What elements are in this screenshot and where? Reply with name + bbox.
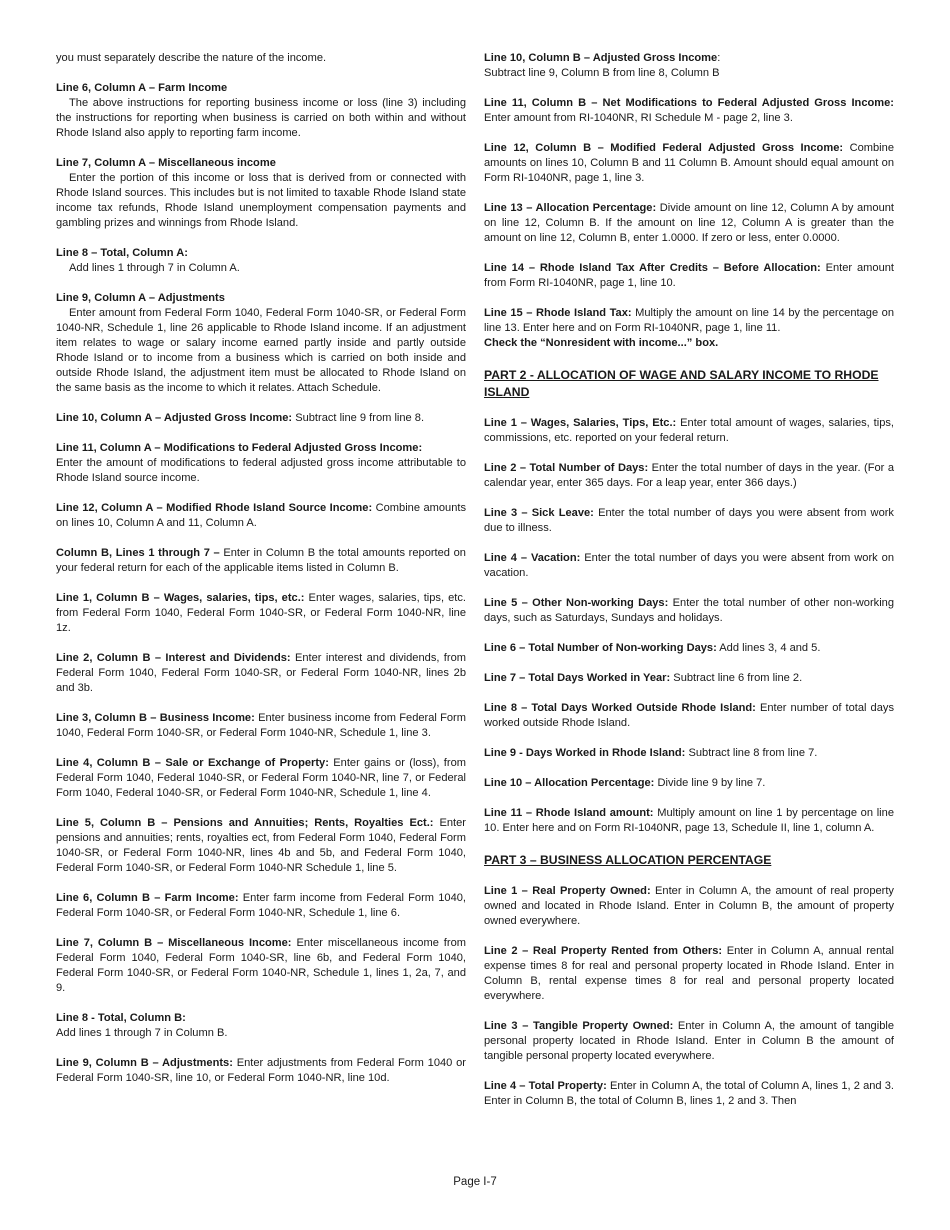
line5b-body: Enter pensions and annuities; rents, royalties ect, from Federal Form 1040, Federal Form 1040-SR, or Federal Form 1040-NR, lines 4b and 5b, and Federal Form 1040, Federal Form 1040-SR, or Federal Form 1040-NR Schedule 1, line 5. [56, 817, 466, 874]
p3-line3-section [484, 1019, 894, 1064]
p3-line3-body: Enter in Column A, the amount of tangible personal property located in Rhode Island. Enter in Column B the amount of tangible personal property located everywhere. [484, 1020, 894, 1062]
part2-heading: PART 2 - ALLOCATION OF WAGE AND SALARY INCOME TO RHODE ISLAND [484, 368, 879, 399]
line7a-title: Line 7, Column A – Miscellaneous income [56, 157, 276, 169]
line9b-title: Line 9, Column B – Adjustments: [56, 1057, 233, 1069]
p2-line6-title: Line 6 – Total Number of Non-working Days: [484, 642, 717, 654]
p2-line7-body: Subtract line 6 from line 2. [673, 672, 803, 684]
line12a-body: Combine amounts on lines 10, Column A and 11, Column A. [56, 502, 466, 529]
line1b-section [56, 591, 466, 636]
line6b-section [56, 891, 466, 921]
line12a-section [56, 501, 466, 531]
line10b-body: Subtract line 9, Column B from line 8, Column B [484, 67, 720, 79]
line13-section [484, 201, 894, 246]
line15-title: Line 15 – Rhode Island Tax: [484, 307, 632, 319]
line10a-body: Subtract line 9 from line 8. [295, 412, 425, 424]
p3-line4-section [484, 1079, 894, 1109]
p2-line5-body: Enter the total number of other non-working days, such as Saturdays, Sundays and holidays. [484, 597, 895, 624]
part3-heading: PART 3 – BUSINESS ALLOCATION PERCENTAGE [484, 853, 772, 867]
line11b-title: Line 11, Column B – Net Modifications to Federal Adjusted Gross Income: [484, 97, 894, 109]
line10a-title: Line 10, Column A – Adjusted Gross Income: [56, 412, 293, 424]
line6b-title: Line 6, Column B – Farm Income: [56, 892, 239, 904]
line3b-section [56, 711, 466, 741]
line10b-title: Line 10, Column B – Adjusted Gross Income [484, 52, 718, 64]
line11b-section [484, 96, 894, 126]
line14-body: Enter amount from Form RI-1040NR, page 1, line 10. [484, 262, 894, 289]
line12a-title: Line 12, Column A – Modified Rhode Island Source Income: [56, 502, 373, 514]
p2-line9-title: Line 9 - Days Worked in Rhode Island: [484, 747, 686, 759]
p2-line4-body: Enter the total number of days you were absent from work on vacation. [484, 552, 894, 579]
line9b-body: Enter adjustments from Federal Form 1040 or Federal Form 1040-SR, line 10, or Federal Form 1040-NR, line 10d. [56, 1057, 466, 1084]
p2-line4-section [484, 551, 894, 581]
line14-section [484, 261, 894, 291]
line6a-title: Line 6, Column A – Farm Income [56, 82, 228, 94]
line8b-title: Line 8 - Total, Column B: [56, 1012, 186, 1024]
line6a-body: The above instructions for reporting business income or loss (line 3) including the instructions for reporting when business is carried on both within and without Rhode Island also apply to reporting farm income. [56, 97, 466, 139]
p3-line1-section [484, 884, 894, 929]
line6b-body: Enter farm income from Federal Form 1040, Federal Form 1040-SR, or Federal Form 1040-NR, Schedule 1, line 6. [56, 892, 467, 919]
line7a-section [56, 156, 466, 231]
left-column [56, 51, 466, 1101]
p3-line1-title: Line 1 – Real Property Owned: [484, 885, 651, 897]
line13-body: Divide amount on line 12, Column A by amount on line 12, Column B. If the amount on line 12, Column A is greater than the amount on line 12, Column B, enter 1.0000. If zero or less, enter 0.0000. [484, 202, 894, 244]
line11a-title: Line 11, Column A – Modifications to Federal Adjusted Gross Income: [56, 442, 423, 454]
p2-line2-section [484, 461, 894, 491]
line11a-section [56, 441, 466, 486]
p3-line4-title: Line 4 – Total Property: [484, 1080, 607, 1092]
line8b-body: Add lines 1 through 7 in Column B. [56, 1027, 228, 1039]
p2-line8-title: Line 8 – Total Days Worked Outside Rhode Island: [484, 702, 756, 714]
p3-line4-body: Enter in Column A, the total of Column A, lines 1, 2 and 3. Enter in Column B, the total of Column B, lines 1, 2 and 3. Then [484, 1080, 894, 1107]
p2-line6-section [484, 641, 894, 656]
line9b-section [56, 1056, 466, 1086]
line10b-section [484, 51, 894, 81]
line4b-title: Line 4, Column B – Sale or Exchange of Property: [56, 757, 329, 769]
p2-line10-section [484, 776, 894, 791]
p2-line2-title: Line 2 – Total Number of Days: [484, 462, 649, 474]
line3b-title: Line 3, Column B – Business Income: [56, 712, 255, 724]
line12b-body: Combine amounts on lines 10, Column B and 11 Column B. Amount should equal amount on Form RI-1040NR, page 1, line 3. [484, 142, 894, 184]
p2-line7-section [484, 671, 894, 686]
p2-line3-body: Enter the total number of days you were absent from work due to illness. [484, 507, 894, 534]
line5b-section [56, 816, 466, 876]
line2b-title: Line 2, Column B – Interest and Dividends: [56, 652, 291, 664]
line13-title: Line 13 – Allocation Percentage: [484, 202, 657, 214]
line8a-title: Line 8 – Total, Column A: [56, 247, 188, 259]
line2b-section [56, 651, 466, 696]
line7b-title: Line 7, Column B – Miscellaneous Income: [56, 937, 292, 949]
line15-body: Multiply the amount on line 14 by the percentage on line 13. Enter here and on Form RI-1040NR, page 1, line 11. [484, 307, 894, 334]
p2-line3-section [484, 506, 894, 536]
line7a-body: Enter the portion of this income or loss that is derived from or connected with Rhode Island sources. This includes but is not limited to taxable Rhode Island state income tax refunds, Rhode Island unemployment compensation payments and gambling prizes and winnings from Rhode Island. [56, 172, 466, 229]
line8a-section [56, 246, 466, 276]
p2-line1-body: Enter total amount of wages, salaries, tips, commissions, etc. reported on your federal return. [484, 417, 894, 444]
line10a-section [56, 411, 466, 426]
page-number: Page I-7 [453, 1176, 497, 1188]
line11b-body: Enter amount from RI-1040NR, RI Schedule M - page 2, line 3. [484, 112, 793, 124]
line12b-section [484, 141, 894, 186]
p2-line11-title: Line 11 – Rhode Island amount: [484, 807, 654, 819]
p2-line9-section [484, 746, 894, 761]
line15-section [484, 306, 894, 351]
p2-line2-body: Enter the total number of days in the year. (For a calendar year, enter 365 days. For a leap year, enter 366 days.) [484, 462, 894, 489]
colb-title: Column B, Lines 1 through 7 – [56, 547, 220, 559]
colb-section [56, 546, 466, 576]
colb-body: Enter in Column B the total amounts reported on your federal return for each of the applicable items listed in Column B. [56, 547, 466, 574]
line15-note: Check the “Nonresident with income...” box. [484, 337, 719, 349]
line5b-title: Line 5, Column B – Pensions and Annuities; Rents, Royalties Ect.: [56, 817, 434, 829]
p2-line7-title: Line 7 – Total Days Worked in Year: [484, 672, 671, 684]
line1b-title: Line 1, Column B – Wages, salaries, tips, etc.: [56, 592, 305, 604]
line7b-section [56, 936, 466, 996]
p3-line2-section [484, 944, 894, 1004]
p3-line1-body: Enter in Column A, the amount of real property owned and located in Rhode Island. Enter in Column B, the amount of property owned everywhere. [484, 885, 894, 927]
right-column [484, 51, 894, 1109]
line8a-body: Add lines 1 through 7 in Column A. [69, 262, 240, 274]
line1b-body: Enter wages, salaries, tips, etc. from Federal Form 1040, Federal Form 1040-SR, or Federal Form 1040-NR, line 1z. [56, 592, 466, 634]
p2-line6-body: Add lines 3, 4 and 5. [719, 642, 821, 654]
p2-line5-title: Line 5 – Other Non-working Days: [484, 597, 669, 609]
p2-line10-body: Divide line 9 by line 7. [657, 777, 766, 789]
p3-line2-body: Enter in Column A, annual rental expense times 8 for real and personal property located in Rhode Island. Enter in Column B, rental expense times 8 for real and personal property located everywhere. [484, 945, 894, 1002]
line8b-section [56, 1011, 466, 1041]
intro-text: you must separately describe the nature of the income. [56, 52, 327, 64]
line7b-body: Enter miscellaneous income from Federal Form 1040, Federal Form 1040-SR, line 6b, and Federal Form 1040, Federal Form 1040-SR, or Federal Form 1040-NR, Schedule 1, lines 1, 2a, 7, and 9. [56, 937, 466, 994]
line6a-section [56, 81, 466, 141]
line2b-body: Enter interest and dividends, from Federal Form 1040, Federal Form 1040-SR, or Federal Form 1040-NR, lines 2b and 3b. [56, 652, 466, 694]
p2-line10-title: Line 10 – Allocation Percentage: [484, 777, 655, 789]
p2-line3-title: Line 3 – Sick Leave: [484, 507, 594, 519]
p2-line1-section [484, 416, 894, 446]
line12b-title: Line 12, Column B – Modified Federal Adjusted Gross Income: [484, 142, 844, 154]
p3-line3-title: Line 3 – Tangible Property Owned: [484, 1020, 674, 1032]
p2-line11-section [484, 806, 894, 836]
line14-title: Line 14 – Rhode Island Tax After Credits – Before Allocation: [484, 262, 821, 274]
line9a-body: Enter amount from Federal Form 1040, Federal Form 1040-SR, or Federal Form 1040-NR, Schedule 1, line 26 applicable to Rhode Island income. If an adjustment item relates to wage or salary income earned partly inside and partly outside Rhode Island or to income from a business which is carried on both inside and outside Rhode Island, the adjustment item must be allocated to Rhode Island on the same basis as the income to which it relates. Attach Schedule. [56, 307, 466, 394]
line3b-body: Enter business income from Federal Form 1040, Federal Form 1040-SR, or Federal Form 1040-NR, Schedule 1, line 3. [56, 712, 466, 739]
line9a-section [56, 291, 466, 396]
line4b-section [56, 756, 466, 801]
line11a-body: Enter the amount of modifications to federal adjusted gross income attributable to Rhode Island source income. [56, 457, 466, 484]
p2-line8-body: Enter number of total days worked outside Rhode Island. [484, 702, 894, 729]
p2-line8-section [484, 701, 894, 731]
p2-line5-section [484, 596, 894, 626]
p2-line1-title: Line 1 – Wages, Salaries, Tips, Etc.: [484, 417, 677, 429]
p2-line11-body: Multiply amount on line 1 by percentage on line 10. Enter here and on Form RI-1040NR, page 13, Schedule II, line 1, column A. [484, 807, 894, 834]
line9a-title: Line 9, Column A – Adjustments [56, 292, 225, 304]
line4b-body: Enter gains or (loss), from Federal Form 1040, Federal 1040-SR, or Federal Form 1040-NR, line 7, or Federal Form 1040, Federal 1040-SR, or Federal Form 1040-NR, Schedule 1, line 4. [56, 757, 466, 799]
p2-line4-title: Line 4 – Vacation: [484, 552, 581, 564]
line10b-colon: : [717, 52, 721, 64]
p3-line2-title: Line 2 – Real Property Rented from Others: [484, 945, 723, 957]
p2-line9-body: Subtract line 8 from line 7. [688, 747, 818, 759]
